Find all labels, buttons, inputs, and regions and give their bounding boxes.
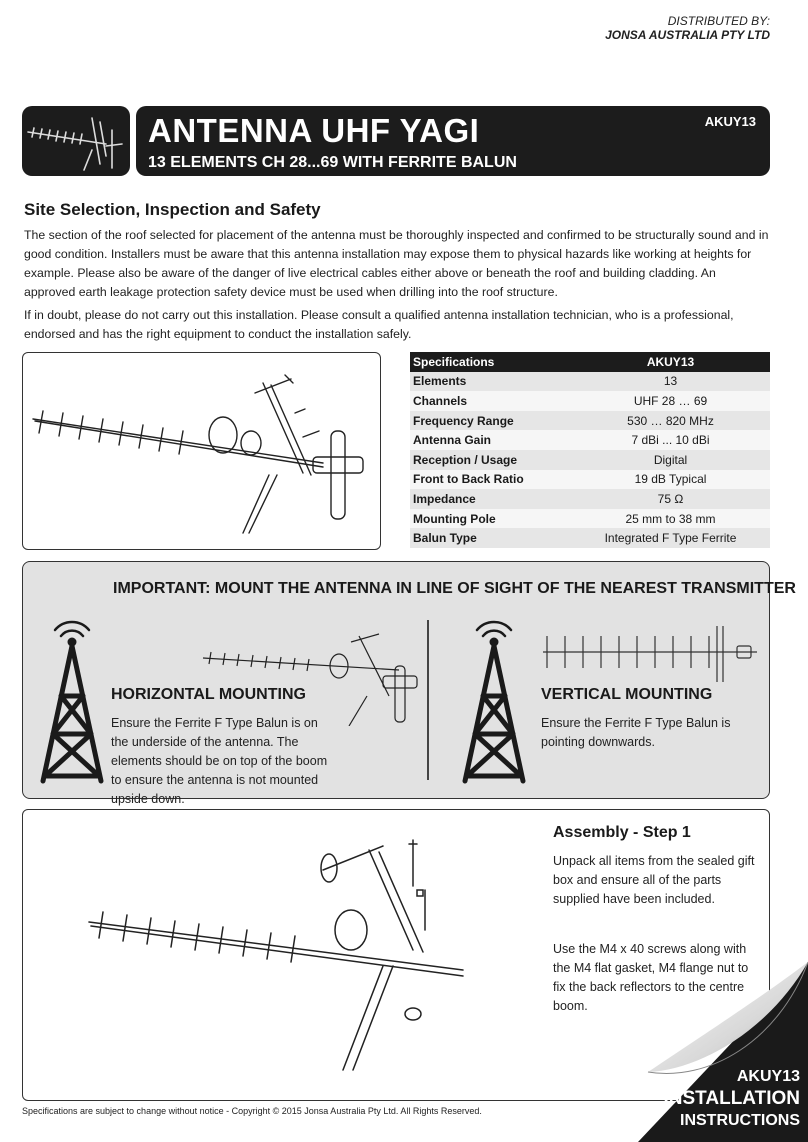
table-row [410, 509, 770, 529]
antenna-logo-icon [22, 106, 130, 176]
corner-product-code: AKUY13 [736, 1068, 800, 1085]
important-title: IMPORTANT: MOUNT THE ANTENNA IN LINE OF SIGHT OF THE NEAREST TRANSMITTER [113, 580, 796, 597]
spec-label: Reception / Usage [410, 450, 571, 470]
horizontal-mounting-text: Ensure the Ferrite F Type Balun is on the underside of the antenna. The elements should be on top of the boom to ensure the antenna is not mounted upside down. [111, 716, 328, 806]
vertical-antenna-icon [539, 624, 761, 684]
spec-label: Front to Back Ratio [410, 470, 571, 490]
spec-value: 19 dB Typical [571, 470, 770, 490]
spec-label: Balun Type [410, 528, 571, 548]
table-row [410, 411, 770, 431]
distributor-label: DISTRIBUTED BY: [667, 14, 770, 28]
footer-copyright: Specifications are subject to change without notice - Copyright © 2015 Jonsa Australia Pty Ltd. All Rights Reserved. [22, 1106, 482, 1116]
table-row [410, 528, 770, 548]
site-heading: Site Selection, Inspection and Safety [24, 200, 321, 219]
title-bar [136, 106, 770, 176]
horizontal-antenna-icon [199, 626, 429, 726]
corner-instructions-label: INSTRUCTIONS [680, 1112, 800, 1129]
table-row [410, 470, 770, 490]
table-row [410, 430, 770, 450]
distributor [605, 14, 770, 42]
antenna-illustration [22, 352, 381, 550]
product-code: AKUY13 [704, 114, 756, 129]
distributor-name: JONSA AUSTRALIA PTY LTD [605, 28, 770, 42]
transmitter-tower-icon [37, 616, 107, 786]
spec-value: Digital [571, 450, 770, 470]
assembly-paragraph-2: Use the M4 x 40 screws along with the M4 flat gasket, M4 flange nut to fix the back reflectors to the centre boom. [553, 942, 749, 1013]
spec-label: Channels [410, 391, 571, 411]
site-paragraph-2: If in doubt, please do not carry out this installation. Please consult a qualified antenna installation technician, who is a professional, endorsed and has the right equipment to conduct the installation safely. [24, 308, 734, 341]
vertical-mounting-title: VERTICAL MOUNTING [541, 686, 713, 703]
assembly-paragraph-1: Unpack all items from the sealed gift box and ensure all of the parts supplied have been included. [553, 854, 755, 906]
antenna-logo [22, 106, 130, 176]
table-row [410, 391, 770, 411]
assembly-drawing-icon [83, 830, 503, 1090]
spec-value: 13 [571, 372, 770, 392]
spec-value: 25 mm to 38 mm [571, 509, 770, 529]
header [22, 106, 770, 176]
page-title: ANTENNA UHF YAGI [148, 112, 480, 149]
table-row [410, 489, 770, 509]
page-subtitle: 13 ELEMENTS CH 28...69 WITH FERRITE BALUN [148, 154, 517, 171]
spec-label: Frequency Range [410, 411, 571, 431]
spec-value: 75 Ω [571, 489, 770, 509]
important-panel [22, 561, 796, 806]
spec-value: Integrated F Type Ferrite [571, 528, 770, 548]
table-row [410, 450, 770, 470]
spec-label: Antenna Gain [410, 430, 571, 450]
spec-value: 7 dBi ... 10 dBi [571, 430, 770, 450]
panel-divider [427, 620, 429, 780]
site-paragraph-1: The section of the roof selected for placement of the antenna must be thoroughly inspected and confirmed to be structurally sound and in good condition. Installers must be aware that this antenna installation may expose them to physical hazards like working at heights for example. Please also be aware of the danger of live electrical cables either above or beneath the roof and building cladding. An approved earth leakage protection safety device must be used when drilling into the roof structure. [24, 228, 769, 299]
table-header-code: AKUY13 [571, 352, 770, 372]
specifications-table [410, 352, 770, 548]
corner-installation-label: INSTALLATION [663, 1088, 800, 1109]
spec-value: UHF 28 … 69 [571, 391, 770, 411]
spec-label: Impedance [410, 489, 571, 509]
table-header-row [410, 352, 770, 372]
spec-label: Elements [410, 372, 571, 392]
horizontal-mounting-title: HORIZONTAL MOUNTING [111, 686, 306, 703]
antenna-drawing-icon [23, 353, 380, 549]
table-row [410, 372, 770, 392]
vertical-mounting-text: Ensure the Ferrite F Type Balun is pointing downwards. [541, 716, 731, 749]
transmitter-tower-icon [459, 616, 529, 786]
spec-label: Mounting Pole [410, 509, 571, 529]
spec-value: 530 … 820 MHz [571, 411, 770, 431]
table-header-label: Specifications [410, 352, 571, 372]
assembly-title: Assembly - Step 1 [553, 824, 691, 841]
